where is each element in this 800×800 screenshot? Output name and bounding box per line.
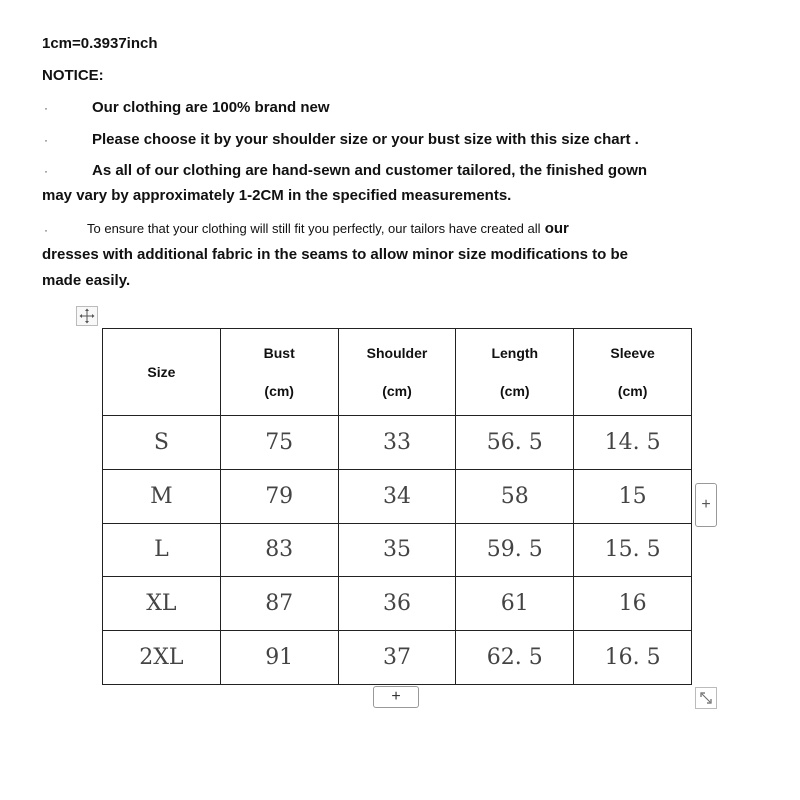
table-cell-shoulder: 33: [338, 416, 456, 470]
table-header-row: [103, 329, 692, 416]
table-cell-length: 61: [456, 577, 574, 631]
plus-icon: +: [701, 496, 711, 513]
bullet-3: ·: [44, 164, 48, 178]
header-bust: Bust (cm): [220, 329, 338, 416]
notice-item-4-line3: made easily.: [42, 272, 131, 289]
notice-item-2: Please choose it by your shoulder size or your bust size with this size chart .: [92, 131, 639, 148]
table-row: [103, 523, 692, 577]
table-cell-sleeve: 16. 5: [574, 631, 692, 685]
bullet-4: ·: [44, 223, 48, 237]
table-cell-bust: 75: [220, 416, 338, 470]
header-length: Length (cm): [456, 329, 574, 416]
plus-icon: +: [391, 688, 401, 705]
table-cell-bust: 87: [220, 577, 338, 631]
table-cell-length: 56. 5: [456, 416, 574, 470]
notice-item-4-line2: dresses with additional fabric in the seams to allow minor size modifications to be: [42, 246, 628, 263]
notice-item-4-small-text: To ensure that your clothing will still fit you perfectly, our tailors have created all: [87, 221, 541, 236]
table-resize-handle[interactable]: [695, 687, 717, 709]
table-cell-size: M: [103, 469, 221, 523]
notice-heading: NOTICE:: [42, 67, 104, 84]
table-cell-sleeve: 15. 5: [574, 523, 692, 577]
table-cell-sleeve: 15: [574, 469, 692, 523]
notice-item-1: Our clothing are 100% brand new: [92, 99, 330, 116]
bullet-1: ·: [44, 101, 48, 115]
table-cell-size: XL: [103, 577, 221, 631]
table-row: [103, 416, 692, 470]
table-cell-shoulder: 37: [338, 631, 456, 685]
table-cell-size: 2XL: [103, 631, 221, 685]
notice-item-4-line1: [87, 220, 569, 238]
table-cell-size: L: [103, 523, 221, 577]
table-cell-bust: 83: [220, 523, 338, 577]
resize-diagonal-icon: [699, 691, 713, 705]
header-sleeve: Sleeve (cm): [574, 329, 692, 416]
size-chart-table: [102, 328, 692, 685]
table-cell-shoulder: 34: [338, 469, 456, 523]
table-cell-length: 58: [456, 469, 574, 523]
table-cell-length: 59. 5: [456, 523, 574, 577]
header-size: Size: [103, 329, 221, 416]
header-shoulder: Shoulder (cm): [338, 329, 456, 416]
notice-item-3-line1: As all of our clothing are hand-sewn and customer tailored, the finished gown: [92, 162, 648, 179]
table-cell-sleeve: 14. 5: [574, 416, 692, 470]
move-arrows-icon: [79, 308, 95, 324]
table-cell-bust: 91: [220, 631, 338, 685]
add-row-button[interactable]: [373, 686, 419, 708]
table-cell-shoulder: 35: [338, 523, 456, 577]
table-row: [103, 469, 692, 523]
table-row: [103, 577, 692, 631]
table-cell-length: 62. 5: [456, 631, 574, 685]
table-row: [103, 631, 692, 685]
bullet-2: ·: [44, 133, 48, 147]
table-cell-bust: 79: [220, 469, 338, 523]
table-cell-sleeve: 16: [574, 577, 692, 631]
table-cell-shoulder: 36: [338, 577, 456, 631]
notice-item-4-bold-word: our: [544, 220, 569, 237]
table-move-handle[interactable]: [76, 306, 98, 326]
conversion-note: 1cm=0.3937inch: [42, 35, 158, 52]
notice-item-3-line2: may vary by approximately 1-2CM in the specified measurements.: [42, 187, 512, 204]
table-cell-size: S: [103, 416, 221, 470]
add-column-button[interactable]: [695, 483, 717, 527]
